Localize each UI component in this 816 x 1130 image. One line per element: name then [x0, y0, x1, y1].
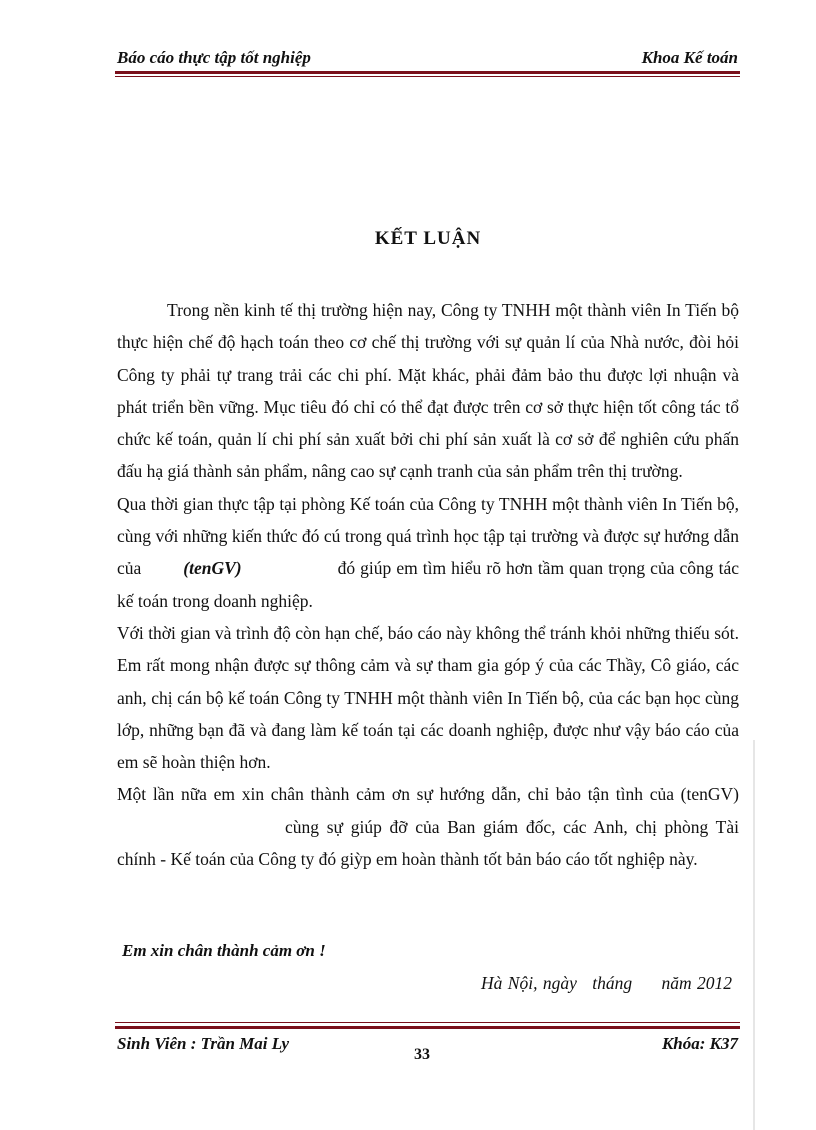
header-rule-thin [115, 76, 740, 77]
thanks-line: Em xin chân thành cảm ơn ! [122, 941, 326, 960]
date-place: Hà Nội, ngày [481, 973, 577, 993]
body-text [117, 294, 739, 875]
instructor-placeholder: (tenGV) [183, 558, 242, 579]
paragraph-limitations: Với thời gian và trình độ còn hạn chế, báo cáo này không thể tránh khỏi những thiếu sót. Em rất mong nhận được sự thông cảm và sự tham gia góp ý của các Thầy, Cô giáo, các anh, chị cán bộ kế toán Công ty TNHH một thành viên In Tiến bộ, của các bạn học cùng lớp, những bạn đã và đang làm kế toán tại các doanh nghiệp, được như vậy báo cáo của em sẽ hoàn thiện hơn. [117, 622, 739, 773]
paragraph-gratitude [117, 778, 739, 875]
footer-student: Sinh Viên : Trần Mai Ly [117, 1034, 290, 1053]
footer-rule-thin [115, 1022, 740, 1023]
paragraph-intro: Trong nền kinh tế thị trường hiện nay, Công ty TNHH một thành viên In Tiến bộ thực hiện chế độ hạch toán theo cơ chế thị trường với sự quản lí của Nhà nước, đòi hỏi Công ty phải tự trang trải các chi phí. Mặt khác, phải đảm bảo thu được lợi nhuận và phát triển bền vững. Mục tiêu đó chỉ có thể đạt được trên cơ sở thực hiện tốt công tác tổ chức kế toán, quản lí chi phí sản xuất bởi chi phí sản xuất là cơ sở để nghiên cứu phấn đấu hạ giá thành sản phẩm, nâng cao sự cạnh tranh của sản phẩm trên thị trường. [117, 300, 739, 482]
footer-rule-thick [115, 1026, 740, 1029]
date-year: năm 2012 [661, 973, 732, 993]
margin-line [753, 740, 755, 1130]
page-number: 33 [414, 1046, 430, 1063]
date-line [481, 973, 732, 994]
header-department: Khoa Kế toán [641, 48, 738, 67]
paragraph-internship [117, 488, 739, 617]
paragraph-gratitude-text-b: cùng sự giúp đỡ của Ban giám đốc, các Anh, chị phòng Tài chính - Kế toán của Công ty đó giỳp em hoàn thành tốt bản báo cáo tốt nghiệp này. [117, 816, 739, 870]
header-report-title: Báo cáo thực tập tốt nghiệp [117, 48, 311, 67]
paragraph-internship-text-b: đó giúp em tìm hiểu rõ hơn tầm quan trọng của công tác kế toán trong doanh nghiệp. [117, 558, 739, 611]
page-header [117, 48, 738, 70]
footer-course: Khóa: K37 [661, 1034, 738, 1053]
header-rule-thick [115, 71, 740, 74]
date-month: tháng [592, 973, 633, 993]
paragraph-internship-text-a: Qua thời gian thực tập tại phòng Kế toán của Công ty TNHH một thành viên In Tiến bộ, cùng với những kiến thức đó cú trong quá trình học tập tại trường và được sự hướng dẫn của [117, 493, 739, 579]
paragraph-gratitude-text-a: Một lần nữa em xin chân thành cảm ơn sự hướng dẫn, chỉ bảo tận tình của (tenGV) [117, 784, 739, 805]
page-title: KẾT LUẬN [374, 228, 482, 249]
